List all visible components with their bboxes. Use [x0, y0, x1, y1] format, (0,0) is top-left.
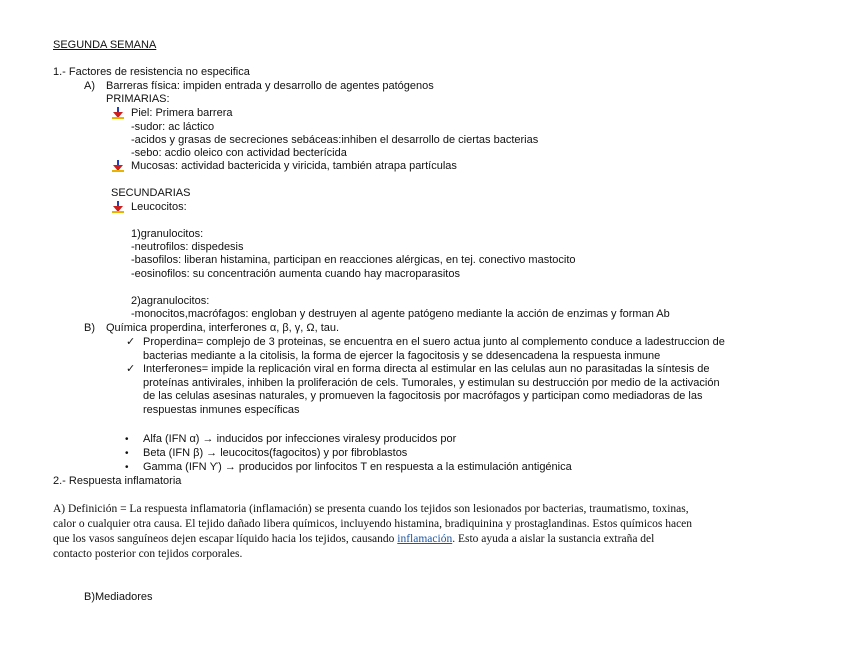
section-1-heading: 1.- Factores de resistencia no especifica: [53, 66, 250, 78]
item-a-heading: Barreras física: impiden entrada y desarrollo de agentes patógenos: [106, 80, 434, 92]
page-title: SEGUNDA SEMANA: [53, 39, 157, 51]
piel-item: Piel: Primera barrera: [131, 107, 233, 119]
agranulocitos-heading: 2)agranulocitos:: [131, 295, 210, 307]
sudor-item: -sudor: ac láctico: [131, 121, 215, 133]
properdina-line-1: Properdina= complejo de 3 proteinas, se encuentra en el suero actua junto al complemento conduce a ladestruccion de: [143, 336, 725, 348]
bullet-dot-icon: •: [125, 448, 129, 459]
gamma-item: Gamma (IFN ϒ) → producidos por linfocitos T en respuesta a la estimulación antigénica: [143, 461, 572, 473]
bullet-dot-icon: •: [125, 434, 129, 445]
alfa-item: Alfa (IFN α) → inducidos por infecciones viralesy producidos por: [143, 433, 457, 445]
primarias-label: PRIMARIAS:: [106, 93, 170, 105]
definition-line-3: [53, 532, 654, 546]
bullet-dot-icon: •: [125, 462, 129, 473]
basofilos-item: -basofilos: liberan histamina, participan en reacciones alérgicas, en tej. conectivo mastocito: [131, 254, 576, 266]
sebo-item: -sebo: acdio oleico con actividad becterícida: [131, 147, 347, 159]
mediadores-heading: B)Mediadores: [84, 591, 153, 603]
granulocitos-heading: 1)granulocitos:: [131, 228, 204, 240]
definition-line-3-post: . Esto ayuda a aislar la sustancia extraña del: [452, 533, 655, 545]
definition-line-1: A) Definición = La respuesta inflamatoria (inflamación) se presenta cuando los tejidos son lesionados por bacterias, traumatismo, toxinas,: [53, 503, 689, 515]
mucosas-item: Mucosas: actividad bactericida y viricida, también atrapa partículas: [131, 160, 457, 172]
inflamacion-link[interactable]: inflamación: [397, 533, 453, 545]
leucocitos-item: Leucocitos:: [131, 201, 187, 213]
definition-line-4: contacto posterior con tejidos corporales.: [53, 548, 243, 560]
arrow-bullet-icon: [112, 160, 124, 172]
interferones-line-4: respuestas inmunes específicas: [143, 404, 300, 416]
check-icon: ✓: [126, 336, 136, 348]
item-a-marker: A): [84, 80, 95, 92]
monocitos-item: -monocitos,macrófagos: engloban y destruyen al agente patógeno mediante la acción de enzimas y forman Ab: [131, 308, 670, 320]
interferones-line-3: de las celulas asesinas naturales, y promueven la fagocitosis por macrófagos y participan como mediadoras de las: [143, 390, 703, 402]
arrow-bullet-icon: [112, 107, 124, 119]
definition-line-2: calor o cualquier otra causa. El tejido dañado libera químicos, incluyendo histamina, bradiquinina y prostaglandinas. Estos químicos hacen: [53, 518, 693, 530]
neutrofilos-item: -neutrofilos: dispedesis: [131, 241, 244, 253]
beta-item: Beta (IFN β) → leucocitos(fagocitos) y por fibroblastos: [143, 447, 408, 459]
eosinofilos-item: -eosinofilos: su concentración aumenta cuando hay macroparasitos: [131, 268, 460, 280]
section-2-heading: 2.- Respuesta inflamatoria: [53, 475, 182, 487]
item-b-marker: B): [84, 322, 95, 334]
arrow-bullet-icon: [112, 201, 124, 213]
definition-line-3-pre: que los vasos sanguíneos dejen escapar líquido hacia los tejidos, causando: [53, 533, 398, 545]
secundarias-label: SECUNDARIAS: [111, 187, 191, 199]
item-b-heading: Química properdina, interferones α, β, γ, Ω, tau.: [106, 322, 340, 334]
interferones-line-2: proteínas antivirales, inhiben la proliferación de cels. Tumorales, y estimulan su destrucción por medio de la activación: [143, 377, 720, 389]
check-icon: ✓: [126, 363, 136, 375]
acidos-item: -acidos y grasas de secreciones sebáceas:inhiben el desarrollo de ciertas bacterias: [131, 134, 539, 146]
interferones-line-1: Interferones= impide la replicación viral en forma directa al estimular en las celulas aun no parasitadas la síntesis de: [143, 363, 710, 375]
properdina-line-2: bacterias mediante a la citolisis, la forma de ejercer la fagocitosis y se ddesencadena la respuesta inmune: [143, 350, 661, 362]
